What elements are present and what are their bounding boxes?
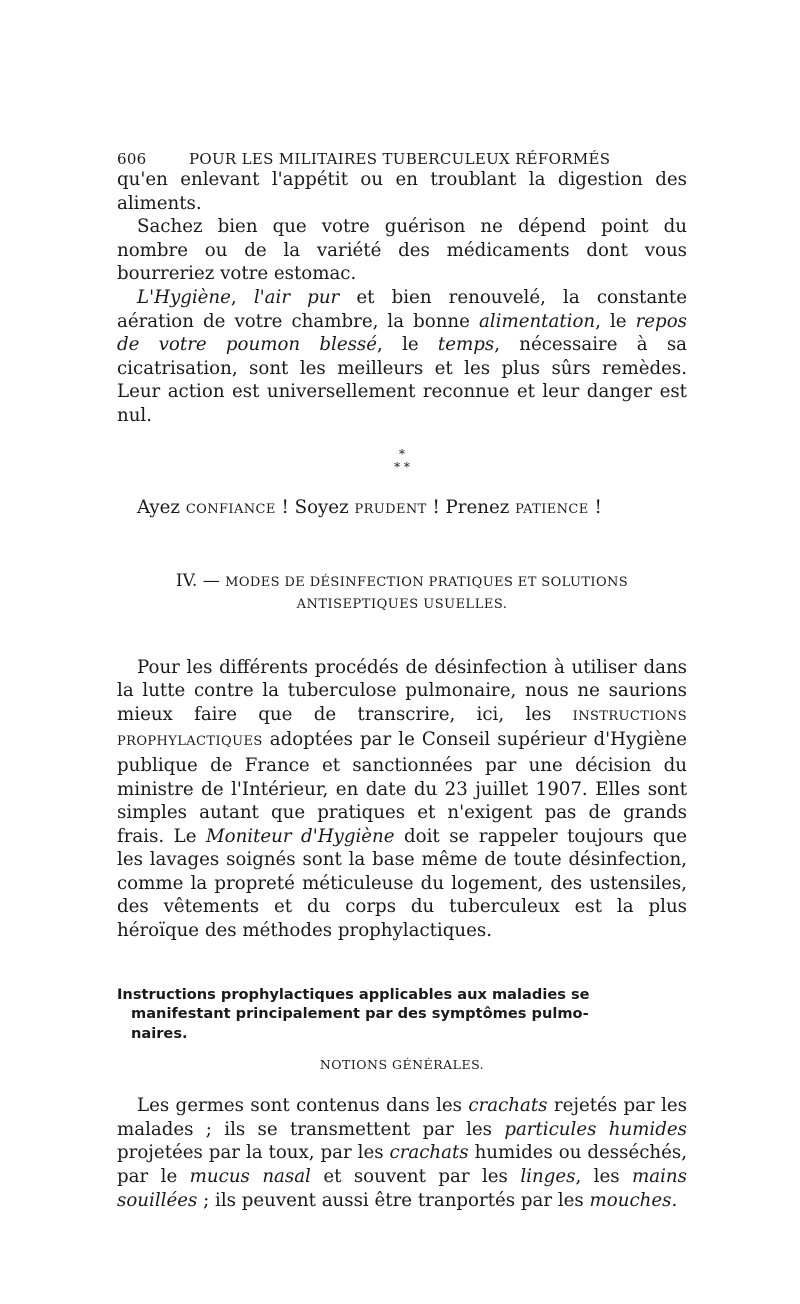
paragraph-3: L'Hygiène, l'air pur et bien renouvelé, la constante aération de votre chambre, la bonne alimentation, le repos de votre poumon blessé, le temps, nécessaire à sa cicatrisation, sont les meilleurs et les plus sûrs remèdes. Leur action est universellement reconnue et leur danger est nul. — [117, 286, 687, 426]
page-number: 606 — [117, 150, 147, 168]
moniteur-term: Moniteur d'Hygiène — [206, 825, 395, 847]
notions-heading: NOTIONS GÉNÉRALES. — [319, 1057, 485, 1073]
instructions-heading-line-1: Instructions prophylactiques applicables aux maladies se — [117, 985, 590, 1003]
section-numeral: IV. — — [175, 570, 226, 591]
paragraph-5: Les germes sont contenus dans les crachats rejetés par les malades ; ils se transmettent par les particules humides projetées par la toux, par les crachats humides ou desséchés, par le mucus nasal et souvent par les linges, les mains souillées ; ils peuvent aussi être tranportés par les mouches. — [117, 1095, 687, 1211]
instructions-ref: INSTRUCTIONS PROPHYLACTIQUES — [117, 708, 687, 750]
running-title: POUR LES MILITAIRES TUBERCULEUX RÉFORMÉS — [189, 150, 611, 168]
slogan-line: Ayez CONFIANCE ! Soyez PRUDENT ! Prenez PATIENCE ! — [137, 496, 602, 518]
running-header — [117, 142, 687, 168]
paragraph-2: Sachez bien que votre guérison ne dépend point du nombre ou de la variété des médicaments dont vous bourreriez votre estomac. — [117, 216, 687, 285]
alimentation-term: alimentation — [478, 310, 596, 332]
asterism — [117, 448, 687, 474]
asterism-top: * — [399, 446, 405, 461]
paragraph-1: qu'en enlevant l'appétit ou en troublant la digestion des aliments. — [117, 169, 687, 214]
section-title-line-2: ANTISEPTIQUES USUELLES. — [296, 596, 508, 612]
instructions-heading-line-3: naires. — [131, 1024, 188, 1042]
paragraph-4: Pour les différents procédés de désinfection à utiliser dans la lutte contre la tuberculose pulmonaire, nous ne saurions mieux faire que de transcrire, ici, les INSTRUCTIONS PROPHYLACTIQUES adoptées par le Conseil supérieur d'Hygiène publique de France et sanctionnées par une décision du ministre de l'Intérieur, en date du 23 juillet 1907. Elles sont simples autant que pratiques et n'exigent pas de grands frais. Le Moniteur d'Hygiène doit se rappeler toujours que les lavages soignés sont la base même de toute désinfection, comme la propreté méticuleuse du logement, des ustensiles, des vêtements et du corps du tuberculeux est la plus héroïque des méthodes prophylactiques. — [117, 656, 688, 942]
hygiene-term: L'Hygiène — [137, 286, 231, 308]
page-body — [117, 142, 687, 1212]
instructions-heading-line-2: manifestant principalement par des symptômes pulmo- — [131, 1005, 589, 1023]
instructions-heading — [117, 985, 687, 1044]
repos-term: repos de votre poumon blessé — [117, 310, 687, 356]
temps-term: temps — [437, 334, 495, 356]
section-title-line-1: MODES DE DÉSINFECTION PRATIQUES ET SOLUTIONS — [225, 574, 629, 590]
air-pur-term: l'air pur — [253, 286, 340, 308]
section-heading — [117, 570, 687, 616]
asterism-bottom: * * — [394, 459, 410, 474]
